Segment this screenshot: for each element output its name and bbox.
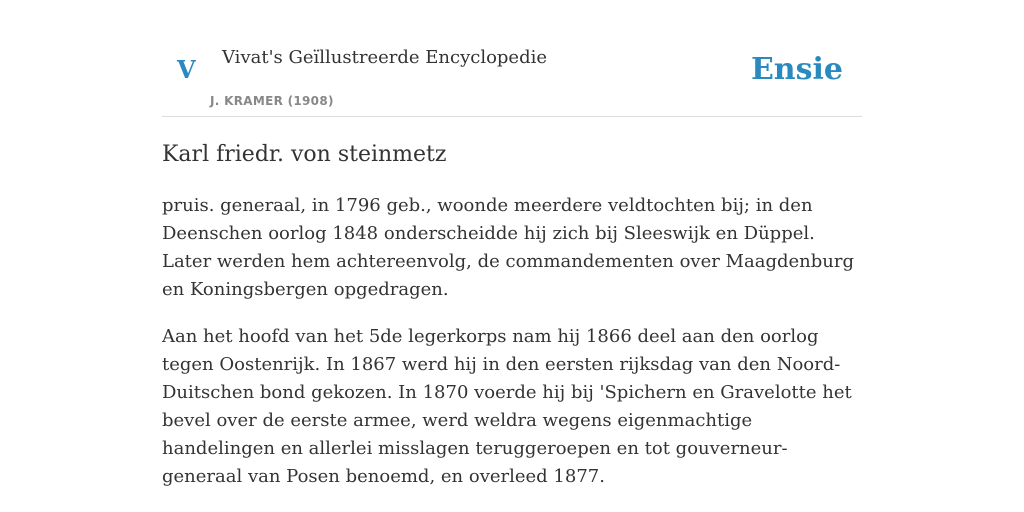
entry-paragraph-1: pruis. generaal, in 1796 geb., woonde meerdere veldtochten bij; in den Deenschen oorlog 1848 onderscheidde hij zich bij Sleeswijk en Düppel. Later werden hem achtereenvolg, de commandementen over Maagdenburg en Koningsbergen opgedragen. xyxy=(162,195,854,300)
ensie-brand-logo[interactable]: Ensie xyxy=(750,52,843,87)
page-container xyxy=(162,0,862,487)
source-author-year: J. KRAMER (1908) xyxy=(210,94,334,108)
entry-title: Karl friedr. von steinmetz xyxy=(162,142,447,167)
source-title-link[interactable]: Vivat's Geïllustreerde Encyclopedie xyxy=(222,47,548,68)
entry-paragraph-2: Aan het hoofd van het 5de legerkorps nam hij 1866 deel aan den oorlog tegen Oostenrijk. In 1867 werd hij in den eersten rijksdag van den Noord-Duitschen bond gekozen. In 1870 voerde hij bij 'Spichern en Gravelotte het bevel over de eerste armee, werd weldra wegens eigenmachtige handelingen en allerlei misslagen teruggeroepen en tot gouverneur-generaal van Posen benoemd, en overleed 1877. xyxy=(162,326,852,487)
source-header xyxy=(162,0,862,117)
source-logo-icon[interactable]: V xyxy=(177,55,196,84)
